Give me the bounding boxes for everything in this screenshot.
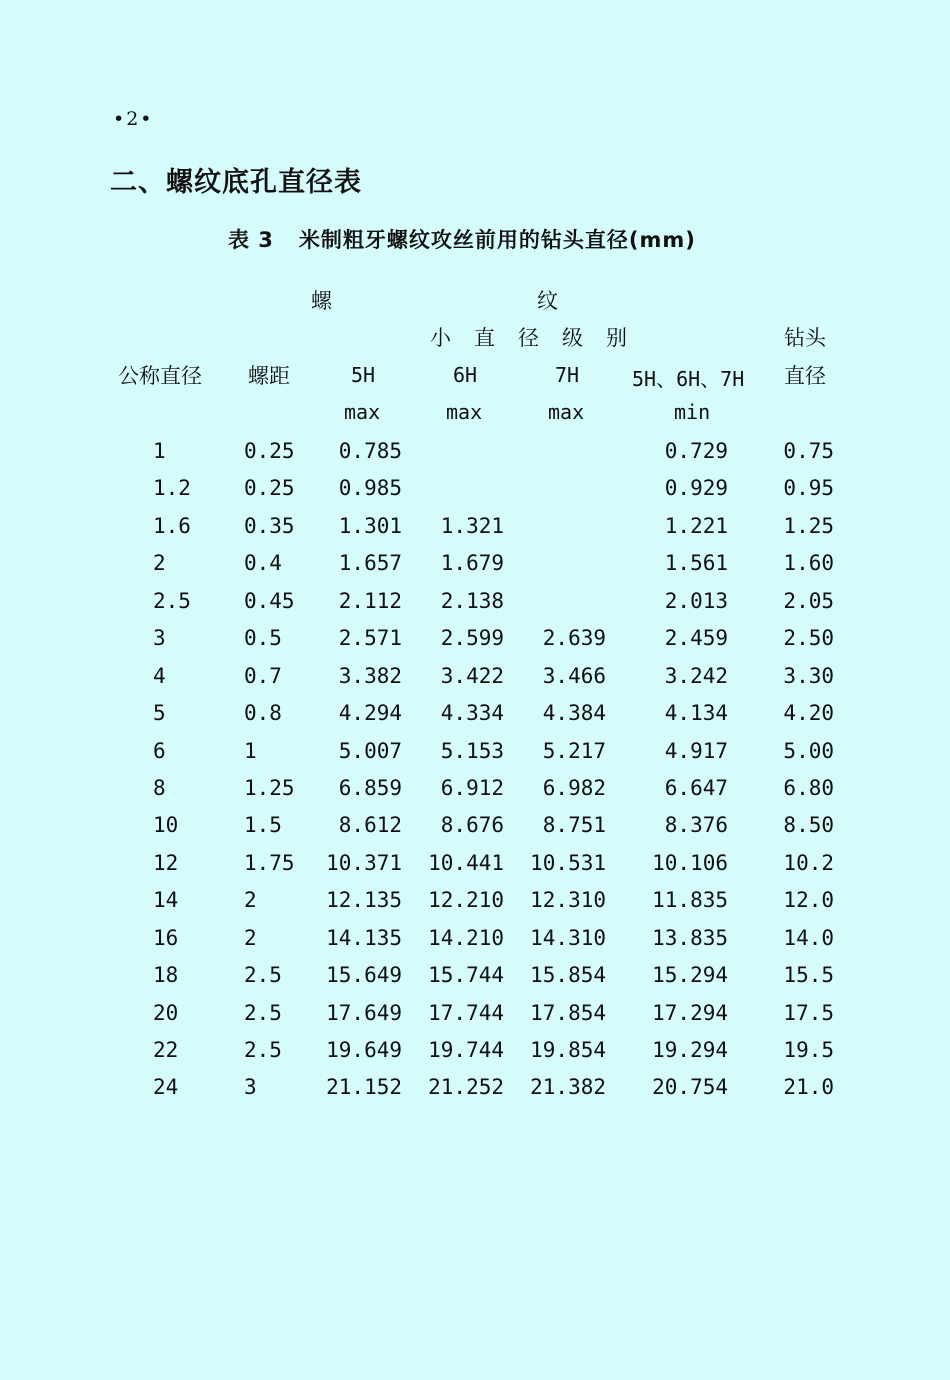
- cell-drill-diameter: 21.0: [783, 1075, 834, 1100]
- cell-drill-diameter: 15.5: [783, 963, 834, 988]
- cell-6h-max: 15.744: [428, 963, 504, 988]
- cell-pitch: 1.25: [244, 775, 295, 800]
- header-thread-char-2: 纹: [537, 289, 558, 313]
- cell-nominal: 18: [153, 963, 179, 988]
- cell-nominal: 16: [153, 925, 179, 950]
- cell-nominal: 1: [153, 439, 166, 463]
- cell-7h-max: 17.854: [530, 1000, 606, 1025]
- cell-min: 15.294: [652, 963, 728, 988]
- cell-5h-max: 0.985: [338, 476, 402, 501]
- cell-drill-diameter: 4.20: [783, 701, 834, 726]
- cell-6h-max: 6.912: [440, 775, 504, 800]
- cell-min: 1.561: [664, 551, 728, 576]
- cell-min: 11.835: [652, 888, 728, 913]
- cell-5h-max: 8.612: [338, 813, 402, 838]
- cell-pitch: 3: [244, 1075, 257, 1100]
- cell-7h-max: 6.982: [542, 775, 606, 800]
- cell-min: 3.242: [664, 663, 728, 688]
- cell-6h-max: 8.676: [440, 813, 504, 838]
- table-row: [0, 508, 950, 545]
- cell-6h-max: 3.422: [440, 663, 504, 688]
- cell-nominal: 12: [153, 850, 179, 875]
- cell-drill-diameter: 14.0: [783, 925, 834, 950]
- table-caption: 表 3 米制粗牙螺纹攻丝前用的钻头直径(mm): [228, 228, 696, 252]
- cell-pitch: 1: [244, 738, 257, 763]
- cell-5h-max: 0.785: [338, 439, 402, 463]
- cell-5h-max: 19.649: [326, 1038, 402, 1062]
- header-max-7h: max: [548, 400, 585, 424]
- cell-nominal: 20: [153, 1000, 179, 1025]
- cell-drill-diameter: 6.80: [783, 775, 834, 800]
- cell-pitch: 0.8: [244, 701, 282, 726]
- cell-pitch: 0.45: [244, 588, 295, 613]
- cell-6h-max: 12.210: [428, 888, 504, 913]
- cell-6h-max: 17.744: [428, 1000, 504, 1025]
- cell-nominal: 2: [153, 551, 166, 576]
- cell-pitch: 0.5: [244, 626, 282, 651]
- header-minor-diameter-grade: 小直径级别: [430, 326, 650, 350]
- section-heading: 二、螺纹底孔直径表: [110, 167, 362, 198]
- table-row: [0, 995, 950, 1032]
- cell-6h-max: 1.679: [440, 551, 504, 576]
- cell-5h-max: 1.301: [338, 513, 402, 538]
- cell-5h-max: 14.135: [326, 925, 402, 950]
- cell-min: 2.013: [664, 588, 728, 613]
- cell-pitch: 0.7: [244, 663, 282, 688]
- table-row: [0, 807, 950, 844]
- cell-5h-max: 3.382: [338, 663, 402, 688]
- cell-6h-max: 4.334: [440, 701, 504, 726]
- cell-6h-max: 14.210: [428, 925, 504, 950]
- header-drill-line1: 钻头: [784, 326, 826, 350]
- cell-7h-max: 21.382: [530, 1075, 606, 1100]
- cell-nominal: 2.5: [153, 588, 191, 613]
- table-row: [0, 733, 950, 770]
- cell-min: 19.294: [652, 1038, 728, 1062]
- table-row: [0, 583, 950, 620]
- cell-min: 20.754: [652, 1075, 728, 1100]
- cell-5h-max: 1.657: [338, 551, 402, 576]
- cell-pitch: 0.25: [244, 439, 295, 463]
- cell-nominal: 4: [153, 663, 166, 688]
- cell-pitch: 1.75: [244, 850, 295, 875]
- table-row: [0, 620, 950, 657]
- cell-nominal: 3: [153, 626, 166, 651]
- cell-drill-diameter: 2.05: [783, 588, 834, 613]
- cell-pitch: 0.35: [244, 513, 295, 538]
- cell-pitch: 2.5: [244, 1000, 282, 1025]
- header-min-all: min: [674, 400, 711, 424]
- cell-min: 8.376: [664, 813, 728, 838]
- cell-drill-diameter: 3.30: [783, 663, 834, 688]
- table-row: [0, 957, 950, 994]
- cell-min: 4.134: [664, 701, 728, 726]
- table-row: [0, 1032, 950, 1069]
- cell-6h-max: 1.321: [440, 513, 504, 538]
- cell-drill-diameter: 12.0: [783, 888, 834, 913]
- cell-5h-max: 15.649: [326, 963, 402, 988]
- page-number: •2•: [113, 108, 154, 130]
- table-row: [0, 770, 950, 807]
- cell-pitch: 0.25: [244, 476, 295, 501]
- header-grade-7h: 7H: [555, 363, 580, 387]
- cell-5h-max: 17.649: [326, 1000, 402, 1025]
- header-drill-line2: 直径: [784, 364, 826, 388]
- header-max-6h: max: [446, 400, 483, 424]
- cell-5h-max: 10.371: [326, 850, 402, 875]
- header-nominal-diameter: 公称直径: [118, 364, 202, 388]
- cell-5h-max: 2.112: [338, 588, 402, 613]
- cell-5h-max: 6.859: [338, 775, 402, 800]
- cell-pitch: 2.5: [244, 1038, 282, 1062]
- cell-7h-max: 8.751: [542, 813, 606, 838]
- cell-6h-max: 21.252: [428, 1075, 504, 1100]
- cell-7h-max: 3.466: [542, 663, 606, 688]
- cell-nominal: 22: [153, 1038, 179, 1062]
- cell-drill-diameter: 19.5: [783, 1038, 834, 1062]
- cell-pitch: 2: [244, 888, 257, 913]
- cell-drill-diameter: 2.50: [783, 626, 834, 651]
- cell-5h-max: 12.135: [326, 888, 402, 913]
- table-body: [0, 433, 950, 1107]
- cell-min: 6.647: [664, 775, 728, 800]
- header-max-5h: max: [344, 400, 381, 424]
- header-grade-all: 5H、6H、7H: [632, 367, 745, 391]
- cell-6h-max: 19.744: [428, 1038, 504, 1062]
- cell-min: 4.917: [664, 738, 728, 763]
- cell-min: 2.459: [664, 626, 728, 651]
- cell-6h-max: 10.441: [428, 850, 504, 875]
- cell-6h-max: 5.153: [440, 738, 504, 763]
- table-row: [0, 695, 950, 732]
- cell-7h-max: 12.310: [530, 888, 606, 913]
- cell-7h-max: 14.310: [530, 925, 606, 950]
- cell-min: 13.835: [652, 925, 728, 950]
- cell-drill-diameter: 0.75: [783, 439, 834, 463]
- cell-6h-max: 2.599: [440, 626, 504, 651]
- table-row: [0, 433, 950, 470]
- cell-5h-max: 21.152: [326, 1075, 402, 1100]
- cell-drill-diameter: 8.50: [783, 813, 834, 838]
- cell-nominal: 10: [153, 813, 179, 838]
- header-grade-5h: 5H: [351, 363, 376, 387]
- header-grade-6h: 6H: [453, 363, 478, 387]
- cell-7h-max: 19.854: [530, 1038, 606, 1062]
- cell-min: 17.294: [652, 1000, 728, 1025]
- cell-nominal: 24: [153, 1075, 179, 1100]
- cell-pitch: 1.5: [244, 813, 282, 838]
- cell-nominal: 14: [153, 888, 179, 913]
- cell-min: 10.106: [652, 850, 728, 875]
- cell-drill-diameter: 10.2: [783, 850, 834, 875]
- cell-nominal: 1.2: [153, 476, 191, 501]
- cell-7h-max: 2.639: [542, 626, 606, 651]
- cell-7h-max: 10.531: [530, 850, 606, 875]
- cell-nominal: 1.6: [153, 513, 191, 538]
- header-thread-char-1: 螺: [311, 289, 332, 313]
- cell-drill-diameter: 17.5: [783, 1000, 834, 1025]
- header-pitch: 螺距: [248, 364, 290, 388]
- cell-5h-max: 4.294: [338, 701, 402, 726]
- cell-drill-diameter: 5.00: [783, 738, 834, 763]
- cell-pitch: 0.4: [244, 551, 282, 576]
- table-row: [0, 845, 950, 882]
- table-row: [0, 920, 950, 957]
- table-row: [0, 545, 950, 582]
- cell-7h-max: 4.384: [542, 701, 606, 726]
- cell-pitch: 2.5: [244, 963, 282, 988]
- cell-5h-max: 5.007: [338, 738, 402, 763]
- cell-7h-max: 5.217: [542, 738, 606, 763]
- cell-min: 0.729: [664, 439, 728, 463]
- cell-nominal: 6: [153, 738, 166, 763]
- table-row: [0, 882, 950, 919]
- cell-drill-diameter: 1.60: [783, 551, 834, 576]
- cell-nominal: 5: [153, 701, 166, 726]
- cell-5h-max: 2.571: [338, 626, 402, 651]
- cell-min: 1.221: [664, 513, 728, 538]
- table-row: [0, 658, 950, 695]
- cell-nominal: 8: [153, 775, 166, 800]
- cell-pitch: 2: [244, 925, 257, 950]
- cell-min: 0.929: [664, 476, 728, 501]
- cell-drill-diameter: 1.25: [783, 513, 834, 538]
- cell-6h-max: 2.138: [440, 588, 504, 613]
- cell-drill-diameter: 0.95: [783, 476, 834, 501]
- cell-7h-max: 15.854: [530, 963, 606, 988]
- table-row: [0, 470, 950, 507]
- table-row: [0, 1069, 950, 1106]
